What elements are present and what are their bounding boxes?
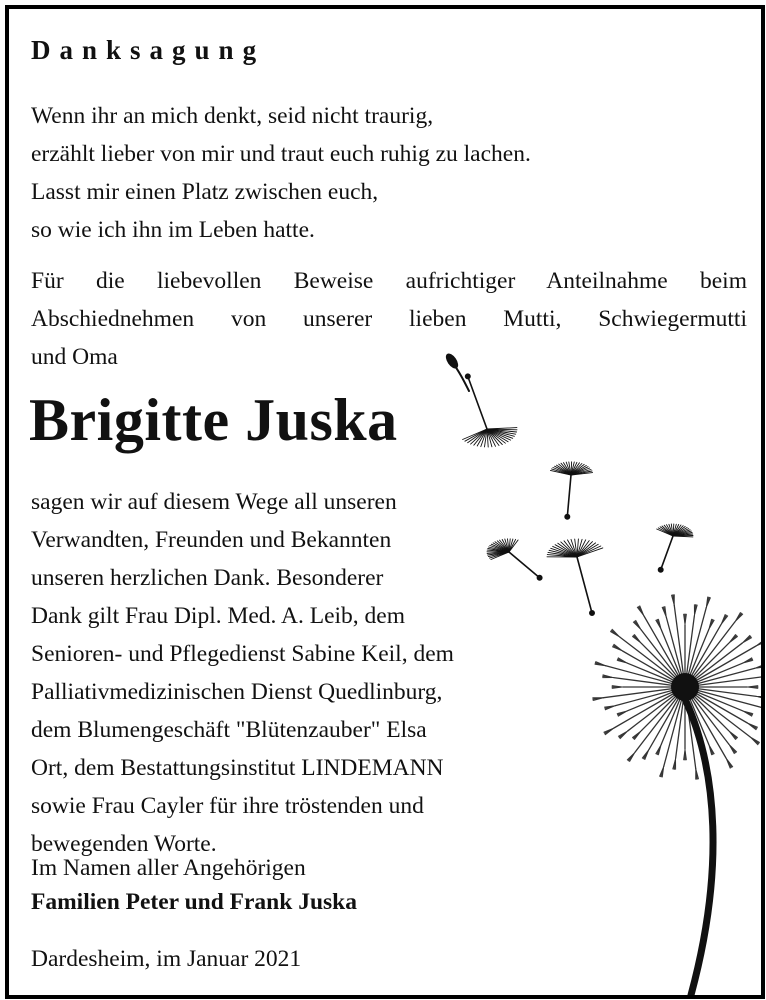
thanks-line: Ort, dem Bestattungsinstitut LINDEMANN [31,755,444,781]
thanks-line: bewegenden Worte. [31,831,217,857]
intro-line: Abschiednehmen von unserer lieben Mutti, Schwiegermutti [31,306,747,332]
poem-line: so wie ich ihn im Leben hatte. [31,217,315,243]
heading: Danksagung [31,35,266,65]
dandelion-illustration-icon [9,9,761,995]
poem-line: Wenn ihr an mich denkt, seid nicht traurig, [31,103,434,129]
thanks-line: unseren herzlichen Dank. Besonderer [31,565,384,591]
thanks-line: sowie Frau Cayler für ihre tröstenden und [31,793,424,819]
thanks-line: Verwandten, Freunden und Bekannten [31,527,392,553]
thanks-line: Senioren- und Pflegedienst Sabine Keil, dem [31,641,454,667]
obituary-card [5,5,765,999]
family-signature: Familien Peter und Frank Juska [31,889,357,915]
intro-line: Für die liebevollen Beweise aufrichtiger Anteilnahme beim [31,268,747,294]
deceased-name: Brigitte Juska [29,387,398,453]
thanks-line: Palliativmedizinischen Dienst Quedlinburg, [31,679,443,705]
closing-line: Im Namen aller Angehörigen [31,855,306,881]
thanks-line: dem Blumengeschäft "Blütenzauber" Elsa [31,717,427,743]
thanks-line: sagen wir auf diesem Wege all unseren [31,489,397,515]
poem-line: Lasst mir einen Platz zwischen euch, [31,179,379,205]
thanks-line: Dank gilt Frau Dipl. Med. A. Leib, dem [31,603,405,629]
place-date: Dardesheim, im Januar 2021 [31,946,302,972]
intro-line: und Oma [31,344,118,370]
poem-line: erzählt lieber von mir und traut euch ruhig zu lachen. [31,141,531,167]
